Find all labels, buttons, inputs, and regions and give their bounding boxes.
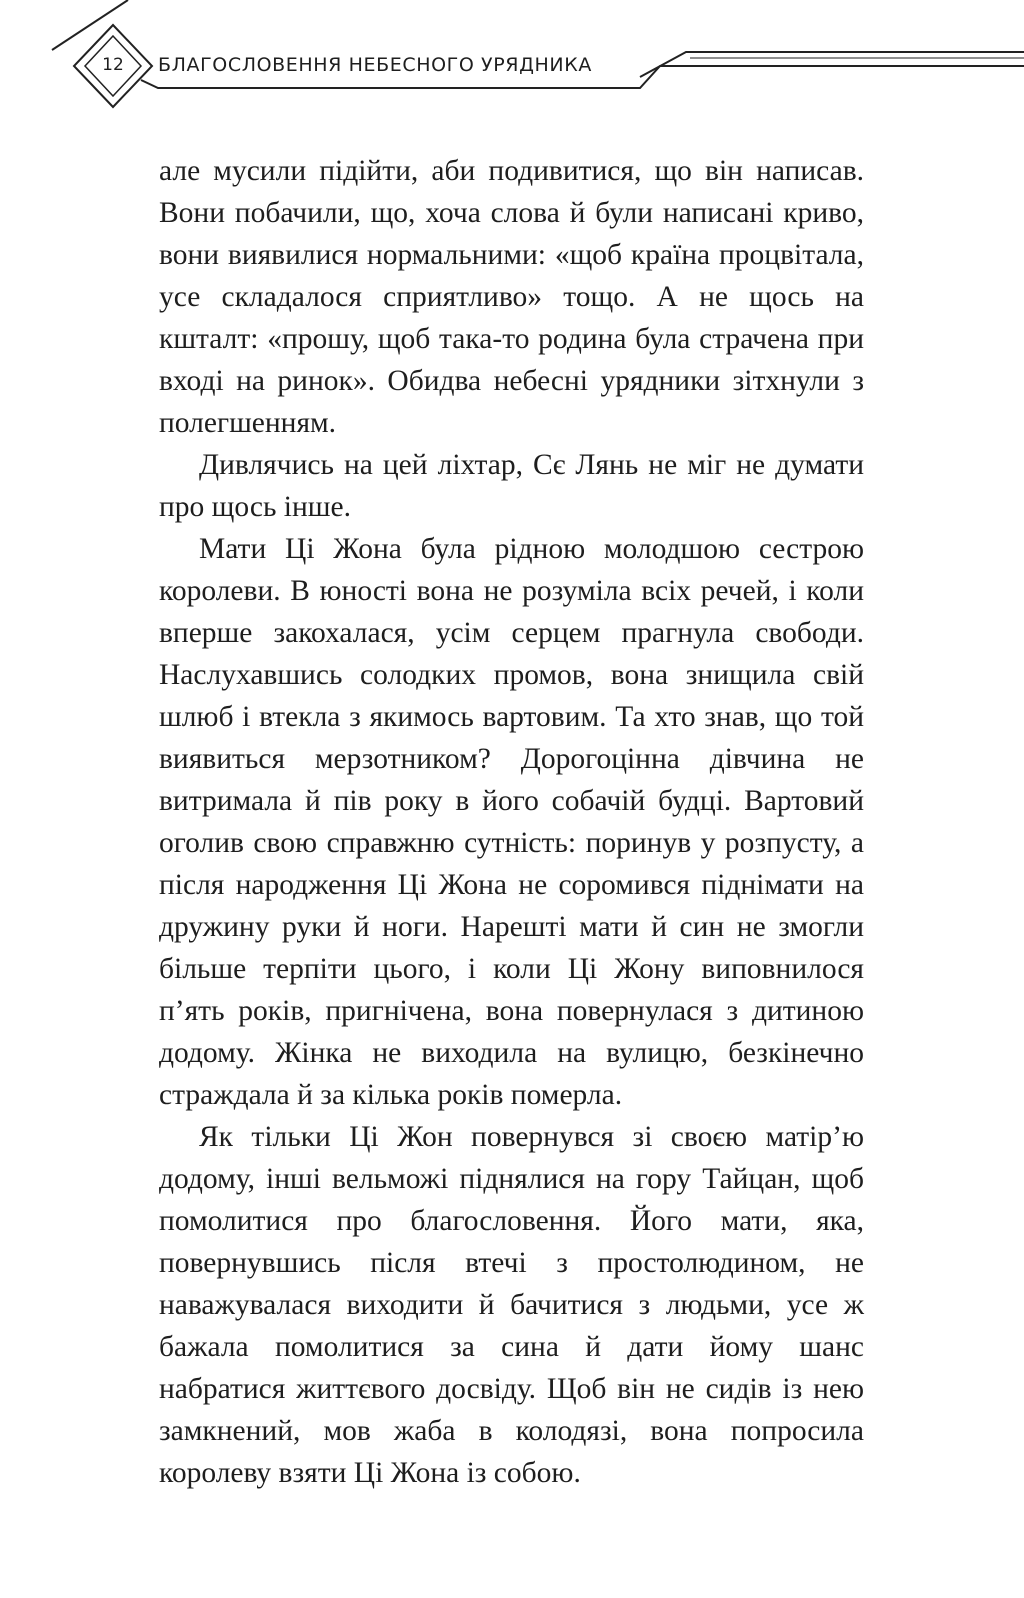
running-title: БЛАГОСЛОВЕННЯ НЕБЕСНОГО УРЯДНИКА (158, 54, 592, 76)
body-text (159, 150, 864, 1494)
page-number: 12 (102, 55, 124, 75)
paragraph: Мати Ці Жона була рідною молодшою сестрою королеви. В юності вона не розуміла всіх речей, і коли вперше закохалася, усім серцем прагнула свободи. Наслухавшись солодких промов, вона знищила свій шлюб і втекла з якимось вартовим. Та хто знав, що той виявиться мерзотником? Дорогоцінна дівчина не витримала й пів року в його собачій будці. Вартовий оголив свою справжню сутність: поринув у розпусту, а після народження Ці Жона не соромився піднімати на дружину руки й ноги. Нарешті мати й син не змогли більше терпіти цього, і коли Ці Жону виповнилося п’ять років, пригнічена, вона повернулася з дитиною додому. Жінка не виходила на вулицю, безкінечно страждала й за кілька років померла. (159, 533, 864, 1111)
paragraph: Як тільки Ці Жон повернувся зі своєю матір’ю додому, інші вельможі піднялися на гору Тайцан, щоб помолитися про благословення. Його мати, яка, повернувшись після втечі з простолюдином, не наважувалася виходити й бачитися з людьми, усе ж бажала помолитися за сина й дати йому шанс набратися життєвого досвіду. Щоб він не сидів із нею замкнений, мов жаба в колодязі, вона попросила королеву взяти Ці Жона із собою. (159, 1121, 864, 1489)
paragraph-continuation: але мусили підійти, аби подивитися, що він написав. Вони побачили, що, хоча слова й були написані криво, вони виявилися нормальними: «щоб країна процвітала, усе складалося сприятливо» тощо. А не щось на кшталт: «прошу, щоб така-то родина була страчена при вході на ринок». Обидва небесні урядники зітхнули з полегшенням. (159, 155, 864, 439)
paragraph: Дивлячись на цей ліхтар, Сє Лянь не міг не думати про щось інше. (159, 449, 864, 523)
